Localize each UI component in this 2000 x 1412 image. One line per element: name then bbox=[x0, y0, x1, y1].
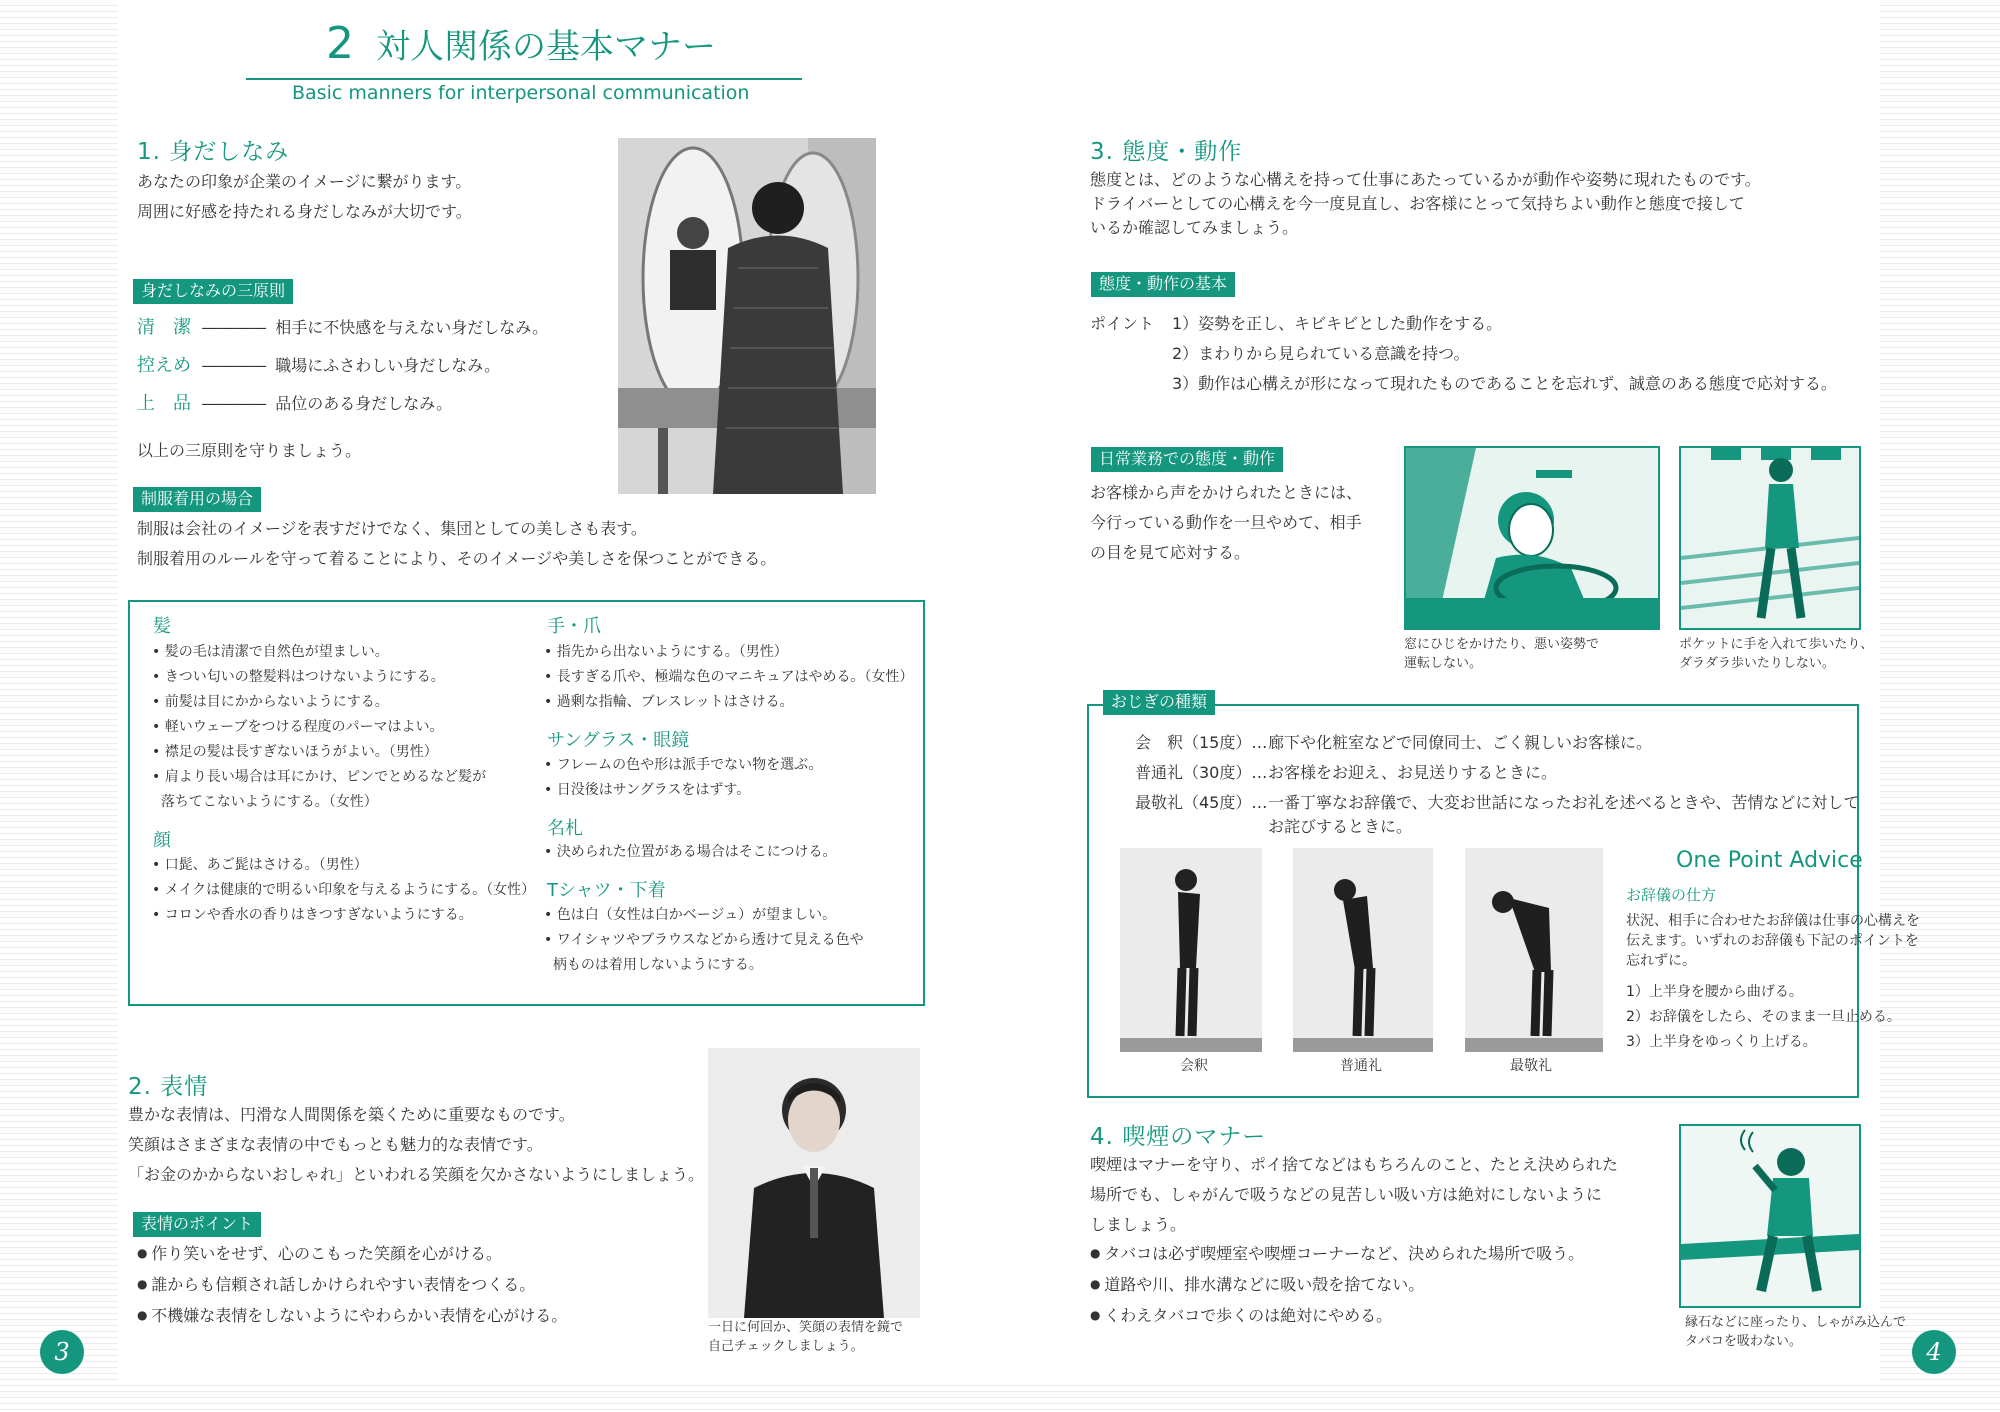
principle-desc: 職場にふさわしい身だしなみ。 bbox=[275, 356, 501, 375]
bow-row-desc: お客様をお迎え、お見送りするときに。 bbox=[1268, 763, 1557, 782]
smoking-illustration bbox=[1679, 1124, 1861, 1308]
glasses-list bbox=[544, 753, 822, 803]
smoking-caption-line-2: タバコを吸わない。 bbox=[1685, 1334, 1802, 1349]
uniform-label: 制服着用の場合 bbox=[133, 487, 261, 512]
principle-desc: 品位のある身だしなみ。 bbox=[275, 394, 453, 413]
principle-desc: 相手に不快感を与えない身だしなみ。 bbox=[275, 318, 549, 337]
principle-row bbox=[137, 389, 452, 419]
principle-term: 控えめ bbox=[137, 355, 191, 376]
advice-line: 忘れずに。 bbox=[1626, 953, 1696, 969]
list-item: • 日没後はサングラスをはずす。 bbox=[544, 778, 822, 803]
list-item: ● タバコは必ず喫煙室や喫煙コーナーなど、決められた場所で吸う。 bbox=[1090, 1238, 1584, 1269]
walking-illustration bbox=[1679, 446, 1861, 630]
expression-points-list bbox=[137, 1238, 567, 1331]
shirt-list bbox=[544, 903, 864, 978]
advice-point: 1）上半身を腰から曲げる。 bbox=[1626, 984, 1803, 1000]
uniform-line-1: 制服は会社のイメージを表すだけでなく、集団としての美しさも表す。 bbox=[137, 519, 647, 538]
nametag-list bbox=[544, 840, 836, 865]
hair-heading: 髪 bbox=[153, 616, 171, 637]
attitude-point-2: 2）まわりから見られている意識を持つ。 bbox=[1172, 344, 1470, 363]
list-item: • 決められた位置がある場合はそこにつける。 bbox=[544, 840, 836, 865]
principles-closing: 以上の三原則を守りましょう。 bbox=[137, 441, 362, 460]
list-item: ● 作り笑いをせず、心のこもった笑顔を心がける。 bbox=[137, 1238, 567, 1269]
smoking-points-list bbox=[1090, 1238, 1584, 1331]
list-item: • ワイシャツやブラウスなどから透けて見える色や bbox=[544, 928, 864, 953]
expression-points-label: 表情のポイント bbox=[133, 1212, 261, 1237]
section-4-line-2: 場所でも、しゃがんで吸うなどの見苦しい吸い方は絶対にしないように bbox=[1090, 1185, 1603, 1204]
smiling-man-photo bbox=[708, 1048, 920, 1318]
bow-row-desc: 廊下や化粧室などで同僚同士、ごく親しいお客様に。 bbox=[1268, 733, 1653, 752]
shirt-heading: Tシャツ・下着 bbox=[547, 880, 666, 901]
walking-caption-line-1: ポケットに手を入れて歩いたり、 bbox=[1679, 637, 1874, 652]
page-title bbox=[326, 18, 716, 69]
list-item: • 長すぎる爪や、極端な色のマニキュアはやめる。（女性） bbox=[544, 665, 913, 690]
principle-dash: ―――― bbox=[202, 394, 267, 413]
advice-line: 伝えます。いずれのお辞儀も下記のポイントを bbox=[1626, 933, 1919, 949]
bow-row-name: 会 釈（15度）… bbox=[1135, 733, 1268, 752]
section-title: 対人関係の基本マナー bbox=[376, 27, 716, 67]
page-number-right: 4 bbox=[1912, 1330, 1956, 1374]
mirror-grooming-photo bbox=[618, 138, 876, 494]
bow-caption: 最敬礼 bbox=[1510, 1058, 1552, 1074]
list-item: • フレームの色や形は派手でない物を選ぶ。 bbox=[544, 753, 822, 778]
list-item: ● 不機嫌な表情をしないようにやわらかい表情を心がける。 bbox=[137, 1300, 567, 1331]
smile-caption-line-1: 一日に何回か、笑顔の表情を鏡で bbox=[708, 1320, 904, 1335]
daily-line-3: の目を見て応対する。 bbox=[1090, 543, 1251, 562]
nametag-heading: 名札 bbox=[547, 818, 583, 839]
list-item: • 肩より長い場合は耳にかけ、ピンでとめるなど髪が bbox=[152, 765, 486, 790]
bottom-stripes bbox=[0, 1380, 2000, 1412]
section-1-title: 1. 身だしなみ bbox=[137, 139, 290, 165]
one-point-advice-title: One Point Advice bbox=[1676, 848, 1863, 873]
principles-label: 身だしなみの三原則 bbox=[133, 279, 293, 304]
list-item: • 髪の毛は清潔で自然色が望ましい。 bbox=[152, 640, 486, 665]
list-item: • メイクは健康的で明るい印象を与えるようにする。（女性） bbox=[152, 878, 535, 903]
right-margin-stripes bbox=[1880, 0, 2000, 1412]
advice-subtitle: お辞儀の仕方 bbox=[1626, 886, 1717, 904]
title-underline bbox=[246, 78, 802, 80]
face-heading: 顔 bbox=[153, 830, 171, 851]
list-item: • 軽いウェーブをつける程度のパーマはよい。 bbox=[152, 715, 486, 740]
section-number: 2 bbox=[326, 18, 354, 69]
page-number-left: 3 bbox=[40, 1330, 84, 1374]
smoking-caption-line-1: 縁石などに座ったり、しゃがみ込んで bbox=[1685, 1315, 1907, 1330]
bow-photo-saikeirei bbox=[1465, 848, 1603, 1052]
section-4-line-3: しましょう。 bbox=[1090, 1215, 1187, 1234]
list-item-continued: 柄ものは着用しないようにする。 bbox=[552, 957, 763, 973]
attitude-point-3: 3）動作は心構えが形になって現れたものであることを忘れず、誠意のある態度で応対する。 bbox=[1172, 374, 1837, 393]
smile-caption-line-2: 自己チェックしましょう。 bbox=[708, 1339, 864, 1354]
list-item: • 色は白（女性は白かベージュ）が望ましい。 bbox=[544, 903, 864, 928]
point-word: ポイント bbox=[1090, 314, 1155, 333]
bow-row-desc-cont: お詫びするときに。 bbox=[1268, 817, 1413, 836]
list-item: • コロンや香水の香りはきつすぎないようにする。 bbox=[152, 903, 535, 928]
principle-term: 上 品 bbox=[137, 393, 191, 414]
section-3-line-2: ドライバーとしての心構えを今一度見直し、お客様にとって気持ちよい動作と態度で接して bbox=[1090, 194, 1745, 213]
section-2-line-1: 豊かな表情は、円滑な人間関係を築くために重要なものです。 bbox=[128, 1105, 575, 1124]
hands-list bbox=[544, 640, 913, 715]
bow-photo-eshaku bbox=[1120, 848, 1262, 1052]
section-3-line-1: 態度とは、どのような心構えを持って仕事にあたっているかが動作や姿勢に現れたものです。 bbox=[1090, 170, 1761, 189]
principle-row bbox=[137, 351, 500, 381]
list-item: • 口髭、あご髭はさける。（男性） bbox=[152, 853, 535, 878]
list-item: ● 誰からも信頼され話しかけられやすい表情をつくる。 bbox=[137, 1269, 567, 1300]
advice-point: 2）お辞儀をしたら、そのまま一旦止める。 bbox=[1626, 1009, 1901, 1025]
section-1-line-2: 周囲に好感を持たれる身だしなみが大切です。 bbox=[137, 202, 472, 221]
section-2-line-2: 笑顔はさまざまな表情の中でもっとも魅力的な表情です。 bbox=[128, 1135, 543, 1154]
principle-dash: ―――― bbox=[202, 356, 267, 375]
bow-row-name: 最敬礼（45度）… bbox=[1135, 793, 1268, 812]
walking-caption-line-2: ダラダラ歩いたりしない。 bbox=[1679, 656, 1835, 671]
section-1-line-1: あなたの印象が企業のイメージに繋がります。 bbox=[137, 172, 472, 191]
advice-line: 状況、相手に合わせたお辞儀は仕事の心構えを bbox=[1626, 913, 1920, 929]
list-item: ● くわえタバコで歩くのは絶対にやめる。 bbox=[1090, 1300, 1584, 1331]
bow-photo-futsurei bbox=[1293, 848, 1433, 1052]
page-subtitle: Basic manners for interpersonal communication bbox=[292, 82, 750, 104]
list-item: • きつい匂いの整髪料はつけないようにする。 bbox=[152, 665, 486, 690]
attitude-point-1: 1）姿勢を正し、キビキビとした動作をする。 bbox=[1172, 314, 1503, 333]
advice-point: 3）上半身をゆっくり上げる。 bbox=[1626, 1034, 1817, 1050]
list-item: • 前髪は目にかからないようにする。 bbox=[152, 690, 486, 715]
section-4-line-1: 喫煙はマナーを守り、ポイ捨てなどはもちろんのこと、たとえ決められた bbox=[1090, 1155, 1619, 1174]
left-margin-stripes bbox=[0, 0, 118, 1412]
list-item: • 指先から出ないようにする。（男性） bbox=[544, 640, 913, 665]
section-2-title: 2. 表情 bbox=[128, 1074, 209, 1100]
principle-term: 清 潔 bbox=[137, 317, 191, 338]
glasses-heading: サングラス・眼鏡 bbox=[547, 730, 690, 751]
uniform-line-2: 制服着用のルールを守って着ることにより、そのイメージや美しさを保つことができる。 bbox=[137, 549, 777, 568]
list-item: ● 道路や川、排水溝などに吸い殻を捨てない。 bbox=[1090, 1269, 1584, 1300]
section-3-line-3: いるか確認してみましょう。 bbox=[1090, 218, 1299, 237]
daily-line-1: お客様から声をかけられたときには、 bbox=[1090, 483, 1363, 502]
hands-heading: 手・爪 bbox=[547, 616, 601, 637]
daily-work-label: 日常業務での態度・動作 bbox=[1091, 447, 1283, 472]
attitude-basics-label: 態度・動作の基本 bbox=[1091, 272, 1235, 297]
section-4-title: 4. 喫煙のマナー bbox=[1090, 1124, 1267, 1150]
list-item: • 襟足の髪は長すぎないほうがよい。（男性） bbox=[152, 740, 486, 765]
section-2-line-3: 「お金のかからないおしゃれ」といわれる笑顔を欠かさないようにしましょう。 bbox=[128, 1165, 705, 1184]
hair-list bbox=[152, 640, 486, 815]
daily-line-2: 今行っている動作を一旦やめて、相手 bbox=[1090, 513, 1362, 532]
principle-row bbox=[137, 313, 548, 343]
driver-illustration bbox=[1404, 446, 1660, 630]
bow-row-name: 普通礼（30度）… bbox=[1135, 763, 1268, 782]
bow-caption: 普通礼 bbox=[1340, 1058, 1382, 1074]
principle-dash: ―――― bbox=[202, 318, 267, 337]
list-item-continued: 落ちてこないようにする。（女性） bbox=[160, 794, 378, 810]
bow-row-desc: 一番丁寧なお辞儀で、大変お世話になったお礼を述べるときや、苦情などに対して bbox=[1268, 793, 1860, 812]
list-item: • 過剰な指輪、ブレスレットはさける。 bbox=[544, 690, 913, 715]
face-list bbox=[152, 853, 535, 928]
driver-caption-line-1: 窓にひじをかけたり、悪い姿勢で bbox=[1404, 637, 1600, 652]
driver-caption-line-2: 運転しない。 bbox=[1404, 656, 1483, 671]
bow-types-label: おじぎの種類 bbox=[1103, 690, 1215, 715]
section-3-title: 3. 態度・動作 bbox=[1090, 139, 1243, 165]
bow-caption: 会釈 bbox=[1180, 1058, 1208, 1074]
